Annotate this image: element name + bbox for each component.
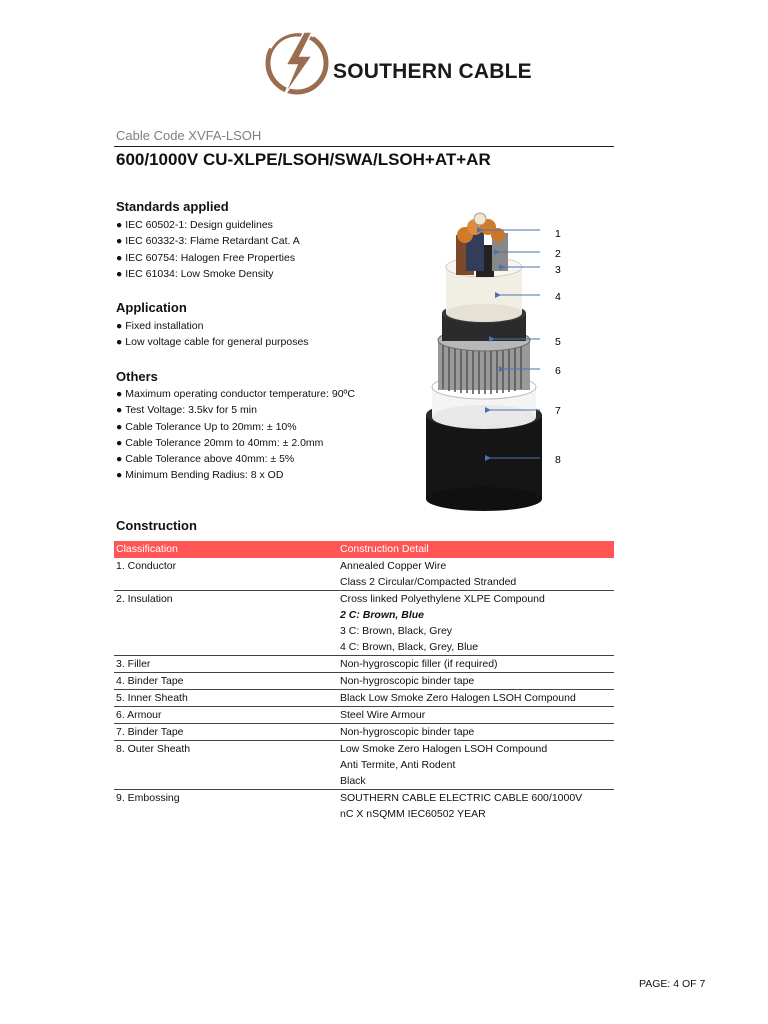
table-row	[114, 790, 614, 807]
application-list	[116, 318, 309, 351]
table-cell: Cross linked Polyethylene XLPE Compound	[340, 593, 545, 605]
table-row	[114, 574, 614, 591]
table-cell	[114, 623, 338, 639]
others-heading: Others	[116, 369, 158, 384]
table-cell: 3 C: Brown, Black, Grey	[340, 625, 453, 637]
list-item: ● Low voltage cable for general purposes	[116, 336, 309, 349]
table-row	[114, 724, 614, 741]
callout-1: 1	[555, 228, 561, 240]
list-item: ● Test Voltage: 3.5kv for 5 min	[116, 404, 257, 417]
callout-4: 4	[555, 291, 561, 303]
callout-3: 3	[555, 264, 561, 276]
list-item: ● Minimum Bending Radius: 8 x OD	[116, 469, 284, 482]
table-cell: 4. Binder Tape	[114, 673, 338, 690]
table-header-row	[114, 541, 614, 558]
table-row	[114, 806, 614, 822]
callout-6: 6	[555, 365, 561, 377]
table-row	[114, 656, 614, 673]
table-cell	[114, 806, 338, 822]
table-cell: Steel Wire Armour	[338, 707, 614, 724]
brand-name: SOUTHERN CABLE	[333, 60, 532, 83]
cable-code: Cable Code XVFA-LSOH	[116, 128, 262, 143]
table-row	[114, 558, 614, 574]
table-row	[114, 623, 614, 639]
others-list	[116, 386, 355, 484]
standards-list	[116, 217, 300, 282]
table-cell: 2. Insulation	[116, 593, 173, 605]
table-cell: 9. Embossing	[116, 792, 180, 804]
table-cell: Low Smoke Zero Halogen LSOH Compound	[340, 743, 548, 755]
table-cell: Black	[338, 773, 614, 790]
table-cell: 1. Conductor	[116, 560, 177, 572]
table-row	[114, 591, 614, 608]
list-item: ● Cable Tolerance 20mm to 40mm: ± 2.0mm	[116, 436, 324, 449]
table-cell: SOUTHERN CABLE ELECTRIC CABLE 600/1000V	[340, 792, 583, 804]
list-item: ● Cable Tolerance above 40mm: ± 5%	[116, 453, 295, 466]
cable-diagram	[400, 205, 580, 515]
table-row	[114, 757, 614, 773]
table-row	[114, 690, 614, 707]
page-title: 600/1000V CU-XLPE/LSOH/SWA/LSOH+AT+AR	[116, 150, 491, 169]
lightning-bolt-icon	[262, 28, 332, 98]
table-cell	[114, 574, 338, 591]
callout-2: 2	[555, 248, 561, 260]
table-row	[114, 741, 614, 758]
list-item: ● IEC 60754: Halogen Free Properties	[116, 251, 296, 264]
application-heading: Application	[116, 300, 187, 315]
table-row	[114, 673, 614, 690]
table-cell: Annealed Copper Wire	[340, 560, 447, 572]
list-item: ● Maximum operating conductor temperature: 90ºC	[116, 388, 355, 400]
table-cell: nC X nSQMM IEC60502 YEAR	[340, 808, 486, 820]
table-cell: 3. Filler	[114, 656, 338, 673]
title-divider	[114, 146, 614, 147]
table-cell: 2 C: Brown, Blue	[340, 609, 425, 621]
list-item: ● Fixed installation	[116, 320, 204, 332]
column-header: Classification	[114, 541, 338, 558]
table-cell: Non-hygroscopic binder tape	[338, 673, 614, 690]
table-cell: 6. Armour	[114, 707, 338, 724]
table-cell: Non-hygroscopic binder tape	[338, 724, 614, 741]
list-item: ● Cable Tolerance Up to 20mm: ± 10%	[116, 420, 297, 433]
table-cell: 4 C: Brown, Black, Grey, Blue	[338, 639, 614, 656]
table-cell	[114, 773, 338, 790]
list-item: ● IEC 60332-3: Flame Retardant Cat. A	[116, 235, 300, 248]
table-cell	[114, 639, 338, 656]
table-cell: 7. Binder Tape	[114, 724, 338, 741]
callout-8: 8	[555, 454, 561, 466]
list-item: ● IEC 60502-1: Design guidelines	[116, 219, 273, 231]
table-cell: Anti Termite, Anti Rodent	[340, 759, 456, 771]
page-number: PAGE: 4 OF 7	[639, 978, 706, 990]
table-cell: Class 2 Circular/Compacted Stranded	[338, 574, 614, 591]
table-cell: 5. Inner Sheath	[114, 690, 338, 707]
table-cell: 8. Outer Sheath	[116, 743, 191, 755]
column-header: Construction Detail	[338, 541, 614, 558]
construction-table	[114, 541, 614, 822]
table-cell	[114, 757, 338, 773]
table-cell	[114, 607, 338, 623]
table-cell: Non-hygroscopic filler (if required)	[338, 656, 614, 673]
construction-heading: Construction	[116, 518, 197, 533]
table-row	[114, 707, 614, 724]
table-row	[114, 639, 614, 656]
table-row	[114, 773, 614, 790]
table-cell: Black Low Smoke Zero Halogen LSOH Compound	[338, 690, 614, 707]
list-item: ● IEC 61034: Low Smoke Density	[116, 267, 274, 280]
table-row	[114, 607, 614, 623]
standards-heading: Standards applied	[116, 199, 229, 214]
callout-7: 7	[555, 405, 561, 417]
callout-5: 5	[555, 336, 561, 348]
